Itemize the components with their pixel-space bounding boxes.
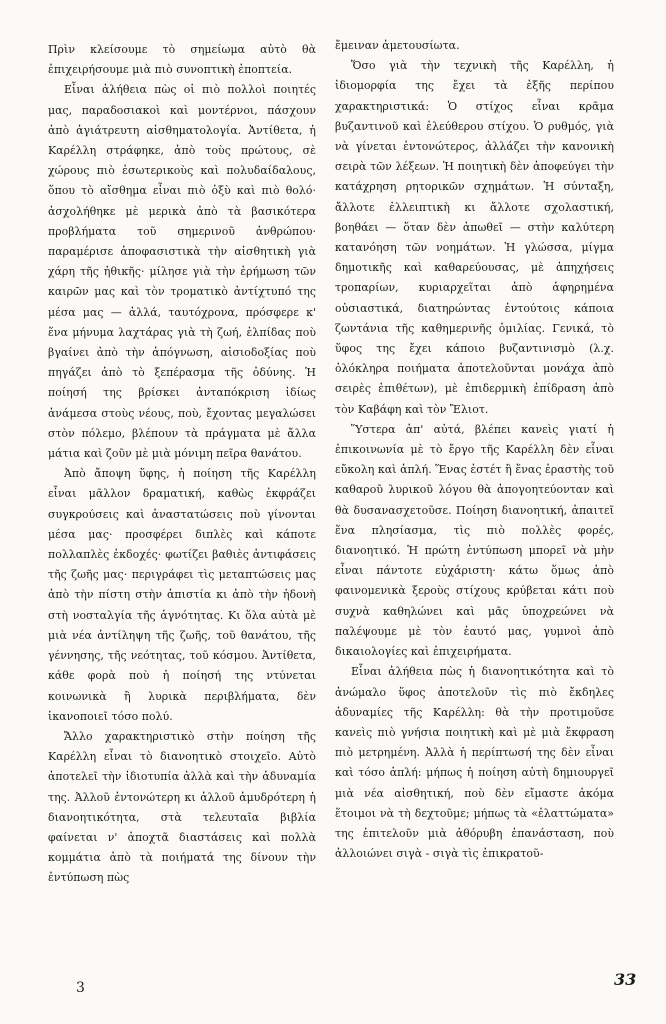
- paragraph: Ἀπὸ ἄποψη ὕφης, ἡ ποίηση τῆς Καρέλλη εἶναι μᾶλλον δραματική, καθὼς ἐκφράζει συγκρούσεις καὶ ἀναστατώσεις ποὺ γίνονται μέσα μας· προσφέρει διπλὲς καὶ κάποτε πολλαπλὲς ἐκδοχές· φωτίζει βαθιὲς ἀντιφάσεις τῆς ζωῆς μας· περιγράφει τὶς μεταπτώσεις μας ἀπὸ τὴν πίστη στὴν ἀπιστία κι ἀπὸ τὴν ἡδονὴ στὴ νοσταλγία τῆς ἀγνότητας. Κι ὅλα αὐτὰ μὲ μιὰ νέα ἀντίληψη τῆς ζωῆς, τοῦ θανάτου, τῆς γέννησης, τῆς νεότητας, τοῦ κόσμου. Ἀντίθετα, κάθε φορὰ ποὺ ἡ ποίησή της ντύνεται κοινωνικὰ ἢ λυρικὰ περιβλήματα, δὲν ἱκανοποιεῖ τόσο πολύ.: [48, 467, 316, 723]
- paragraph: Ὅσο γιὰ τὴν τεχνικὴ τῆς Καρέλλη, ἡ ἰδιομορφία της ἔχει τὰ ἑξῆς περίπου χαρακτηριστικά: Ὁ στίχος εἶναι κρᾶμα βυζαντινοῦ καὶ ἐλεύθερου στίχου. Ὁ ρυθμός, γιὰ νὰ γίνεται ἐντονώτερος, ἀλλάζει τὴν κανονικὴ σειρὰ τῶν λέξεων. Ἡ ποιητικὴ δὲν ἀποφεύγει τὴν κατάχρηση ρητορικῶν σχημάτων. Ἡ σύνταξη, ἄλλοτε ἐλλειπτικὴ κι ἄλλοτε σχολαστική, βοηθάει — ὅταν δὲν ἀπωθεῖ — στὴν καλύτερη κατανόηση τῶν νοημάτων. Ἡ γλώσσα, μίγμα δημοτικῆς καὶ καθαρεύουσας, μὲ ἀπηχήσεις τροπαρίων, κυριαρχεῖται ἀπὸ ἀφηρημένα οὐσιαστικά, διατηρώντας ἐντούτοις κάποια ζωντάνια τῆς καθημερινῆς ὁμιλίας. Γενικά, τὸ ὕφος της ἔχει κάποιο βυζαντινισμὸ (λ.χ. ὁλόκληρα ποιήματα ἀποτελοῦνται μονάχα ἀπὸ σειρὲς ἐπιθέτων), μὲ ἐπιδερμικὴ ἐπίδραση ἀπὸ τὸν Καβάφη καὶ τὸν Ἔλιοτ.: [335, 59, 614, 416]
- signature-number: 3: [76, 980, 85, 996]
- right-column: [335, 36, 614, 864]
- paragraph: Εἶναι ἀλήθεια πὼς ἡ διανοητικότητα καὶ τὸ ἀνώμαλο ὕφος ἀποτελοῦν τὶς πιὸ ἔκδηλες ἀδυναμίες τῆς Καρέλλη: θὰ τὴν προτιμοῦσε κανεὶς πιὸ γνήσια ποιητικὴ καὶ μὲ μιὰ ἔκφραση πιὸ μετρημένη. Ἀλλὰ ἡ περίπτωσή της δὲν εἶναι καὶ τόσο ἁπλή: μήπως ἡ ποίηση αὐτὴ δημιουργεῖ μιὰ νέα αἰσθητική, ποὺ δὲν εἴμαστε ἀκόμα ἕτοιμοι νὰ τὴ δεχτοῦμε; μήπως τὰ «ἐλαττώματα» της ἐπιτελοῦν μιὰ ἀθόρυβη ἐπανάσταση, ποὺ ἀλλοιώνει σιγὰ - σιγὰ τὶς ἐπικρατοῦ-: [335, 665, 614, 861]
- page-number: 33: [614, 970, 637, 989]
- paragraph: Ὕστερα ἀπ' αὐτά, βλέπει κανεὶς γιατί ἡ ἐπικοινωνία μὲ τὸ ἔργο τῆς Καρέλλη δὲν εἶναι εὔκολη καὶ ἁπλή. Ἕνας ἐστέτ ἢ ἕνας ἐραστὴς τοῦ καθαροῦ λυρικοῦ λόγου θὰ ἀπογοητεύονταν καὶ θὰ δυσανασχετοῦσε. Ποίηση διανοητική, ἀπαιτεῖ ἕνα πλησίασμα, τὶς πιὸ πολλὲς φορές, διανοητικό. Ἡ πρώτη ἐντύπωση μπορεῖ νὰ μὴν εἶναι πάντοτε εὐχάριστη· κάτω ὅμως ἀπὸ φαινομενικὰ ξεροὺς στίχους κρύβεται κάτι ποὺ συχνὰ καθηλώνει καὶ μᾶς ὑποχρεώνει νὰ παλέψουμε μὲ τὸν ἑαυτό μας, γυμνοὶ ἀπὸ δικαιολογίες καὶ ἐπιχειρήματα.: [335, 422, 614, 659]
- paragraph: ἔμειναν ἀμετουσίωτα.: [335, 39, 460, 52]
- left-column: [48, 40, 316, 889]
- paragraph: Ἄλλο χαρακτηριστικὸ στὴν ποίηση τῆς Καρέλλη εἶναι τὸ διανοητικὸ στοιχεῖο. Αὐτὸ ἀποτελεῖ τὴν ἰδιοτυπία ἀλλὰ καὶ τὴν ἀδυναμία της. Ἀλλοῦ ἐντονώτερη κι ἀλλοῦ ἀμυδρότερη ἡ διανοητικότητα, στὰ τελευταῖα βιβλία φαίνεται ν' ἀποχτᾶ διαστάσεις καὶ πολλὰ κομμάτια ἀπὸ τὰ ποιήματά της δίνουν τὴν ἐντύπωση πὼς: [48, 729, 316, 885]
- paragraph: Πρὶν κλείσουμε τὸ σημείωμα αὐτὸ θὰ ἐπιχειρήσουμε μιὰ πιὸ συνοπτικὴ ἐποπτεία.: [48, 43, 316, 77]
- paragraph: Εἶναι ἀλήθεια πὼς οἱ πιὸ πολλοὶ ποιητές μας, παραδοσιακοὶ καὶ μοντέρνοι, πάσχουν ἀπὸ ἀγιάτρευτη αἰσθηματολογία. Ἀντίθετα, ἡ Καρέλλη στράφηκε, ἀπὸ τοὺς πρώτους, σὲ χώρους πιὸ ἐσωτερικοὺς καὶ πολυδαίδαλους, ὅπου τὸ αἴσθημα εἶναι πιὸ ὀξὺ καὶ πιὸ θολό· ἀσχολήθηκε μὲ μερικὰ ἀπὸ τὰ βασικότερα προβλήματα τοῦ σημερινοῦ ἀνθρώπου· παραμέρισε ἀποφασιστικὰ τὴν αἰσθητικὴ γιὰ χάρη τῆς ἠθικῆς· μίλησε γιὰ τὴν ἐρήμωση τῶν καιρῶν μας καὶ τὸν τροματικὸ ἀντίχτυπό της μέσα μας — ἀλλά, ταυτόχρονα, πρόσφερε κ' ἕνα μήνυμα λαχτάρας γιὰ τὴ ζωή, ἐλπίδας ποὺ βγαίνει ἀπὸ τὴν ἀπόγνωση, αἰσιοδοξίας ποὺ πηγάζει ἀπὸ τὸ ξεπέρασμα τῆς ὀδύνης. Ἡ ποίησή της βρίσκει ἀνταπόκριση ἰδίως ἀνάμεσα στοὺς νέους, ποὺ, ἔχοντας μεγαλώσει στὸν πόλεμο, βλέπουν τὰ πράγματα μὲ ἄλλα μάτια καὶ ζοῦν μὲ μιὰ μόνιμη πεῖρα θανάτου.: [48, 83, 316, 461]
